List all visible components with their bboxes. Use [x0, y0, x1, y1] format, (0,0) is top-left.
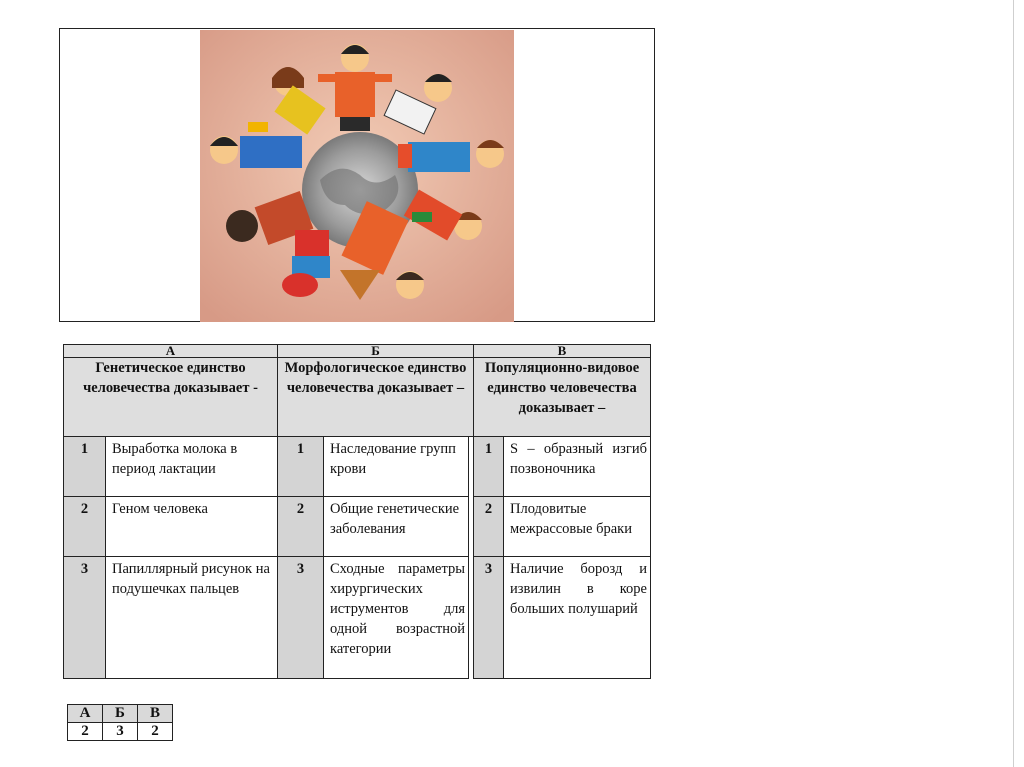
- answer-value-v: 2: [138, 723, 173, 741]
- column-header-b: Морфологическое единство человечества доказывает –: [278, 358, 474, 437]
- item-number: 1: [278, 437, 324, 497]
- answer-value-a: 2: [68, 723, 103, 741]
- item-text: Сходные параметры хирургических иструментов для одной возрастной категории: [324, 557, 469, 679]
- item-number: 2: [64, 497, 106, 557]
- column-header-a: Генетическое единство человечества доказывает -: [64, 358, 278, 437]
- table-row: [64, 557, 651, 679]
- item-text: Наследование групп крови: [324, 437, 469, 497]
- column-letter-b: Б: [278, 345, 474, 358]
- item-text: Геном человека: [106, 497, 278, 557]
- item-number: 3: [64, 557, 106, 679]
- table-row: [64, 437, 651, 497]
- column-letter-a: А: [64, 345, 278, 358]
- answer-header-row: [68, 705, 173, 723]
- answer-header-a: А: [68, 705, 103, 723]
- answer-header-b: Б: [103, 705, 138, 723]
- item-text: Выработка молока в период лактации: [106, 437, 278, 497]
- item-number: 1: [64, 437, 106, 497]
- column-headers-row: [64, 358, 651, 437]
- item-number: 2: [474, 497, 504, 557]
- item-text: Папиллярный рисунок на подушечках пальцев: [106, 557, 278, 679]
- item-text: Плодовитые межрассовые браки: [504, 497, 651, 557]
- item-number: 1: [474, 437, 504, 497]
- item-number: 3: [278, 557, 324, 679]
- item-text: Общие генетические заболевания: [324, 497, 469, 557]
- column-header-v: Популяционно-видовое единство человечества доказывает –: [474, 358, 651, 437]
- item-text: S – образный изгиб позвоночника: [504, 437, 651, 497]
- answer-header-v: В: [138, 705, 173, 723]
- column-letter-v: В: [474, 345, 651, 358]
- item-number: 3: [474, 557, 504, 679]
- answer-value-b: 3: [103, 723, 138, 741]
- table-row: [64, 497, 651, 557]
- item-number: 2: [278, 497, 324, 557]
- answer-values-row: [68, 723, 173, 741]
- matching-table: [63, 344, 651, 679]
- item-text: Наличие борозд и извилин в коре больших полушарий: [504, 557, 651, 679]
- answer-table: [67, 704, 173, 741]
- illustration-children-around-globe: [200, 30, 514, 322]
- slide-edge: [1013, 0, 1014, 767]
- column-letters-row: [64, 345, 651, 358]
